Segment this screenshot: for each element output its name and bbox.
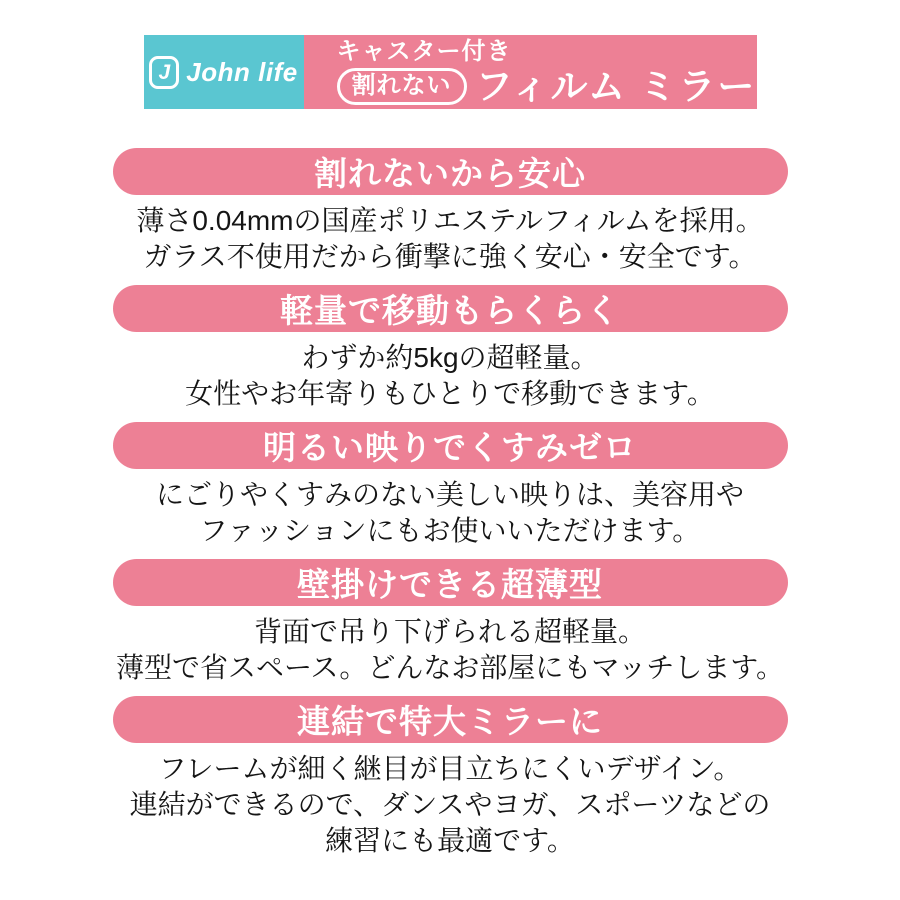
feature-description bbox=[136, 203, 763, 275]
feature-section-unbreakable bbox=[113, 109, 788, 275]
feature-section-connectable bbox=[113, 686, 788, 859]
description-line: 練習にも最適です。 bbox=[325, 825, 575, 856]
description-line: にごりやくすみのない美しい映りは、美容用や bbox=[155, 479, 744, 510]
header-caption: キャスター付き bbox=[336, 37, 512, 65]
feature-description bbox=[156, 477, 744, 549]
description-line: ガラス不使用だから衝撃に強く安心・安全です。 bbox=[143, 241, 757, 272]
description-line: 薄さ0.04mmの国産ポリエステルフィルムを採用。 bbox=[136, 205, 764, 236]
feature-heading-banner bbox=[113, 559, 788, 606]
description-line: 薄型で省スペース。どんなお部屋にもマッチします。 bbox=[115, 652, 785, 683]
feature-heading: 連結で特大ミラーに bbox=[297, 703, 603, 740]
feature-heading: 明るい映りでくすみゼロ bbox=[263, 429, 637, 466]
product-name: フィルム ミラー bbox=[475, 66, 757, 108]
description-line: ファッションにもお使いいただけます。 bbox=[199, 515, 701, 546]
description-line: 連結ができるので、ダンスやヨガ、スポーツなどの bbox=[129, 789, 771, 820]
feature-heading-banner bbox=[113, 148, 788, 195]
feature-heading-banner bbox=[113, 696, 788, 743]
description-line: フレームが細く継目が目立ちにくいデザイン。 bbox=[158, 753, 742, 784]
feature-heading: 壁掛けできる超薄型 bbox=[297, 566, 603, 603]
description-line: 背面で吊り下げられる超軽量。 bbox=[253, 616, 646, 647]
brand-block bbox=[144, 35, 304, 109]
description-line: わずか約5kgの超軽量。 bbox=[301, 342, 599, 373]
feature-description bbox=[185, 340, 715, 412]
title-block bbox=[304, 35, 757, 109]
logo-letter: J bbox=[158, 60, 171, 84]
brand-name: John life bbox=[186, 56, 298, 87]
john-life-logo-icon bbox=[149, 56, 179, 89]
feature-section-wall-mountable bbox=[113, 549, 788, 686]
feature-section-bright-reflection bbox=[113, 412, 788, 549]
feature-description bbox=[116, 614, 784, 686]
feature-heading: 割れないから安心 bbox=[314, 155, 586, 192]
header-bar bbox=[144, 35, 757, 109]
feature-description bbox=[130, 751, 771, 859]
header-title-row bbox=[337, 66, 757, 108]
unbreakable-badge: 割れない bbox=[337, 68, 467, 105]
feature-heading-banner bbox=[113, 285, 788, 332]
description-line: 女性やお年寄りもひとりで移動できます。 bbox=[185, 378, 715, 409]
feature-heading-banner bbox=[113, 422, 788, 469]
feature-section-lightweight bbox=[113, 275, 788, 412]
feature-heading: 軽量で移動もらくらく bbox=[280, 292, 620, 329]
